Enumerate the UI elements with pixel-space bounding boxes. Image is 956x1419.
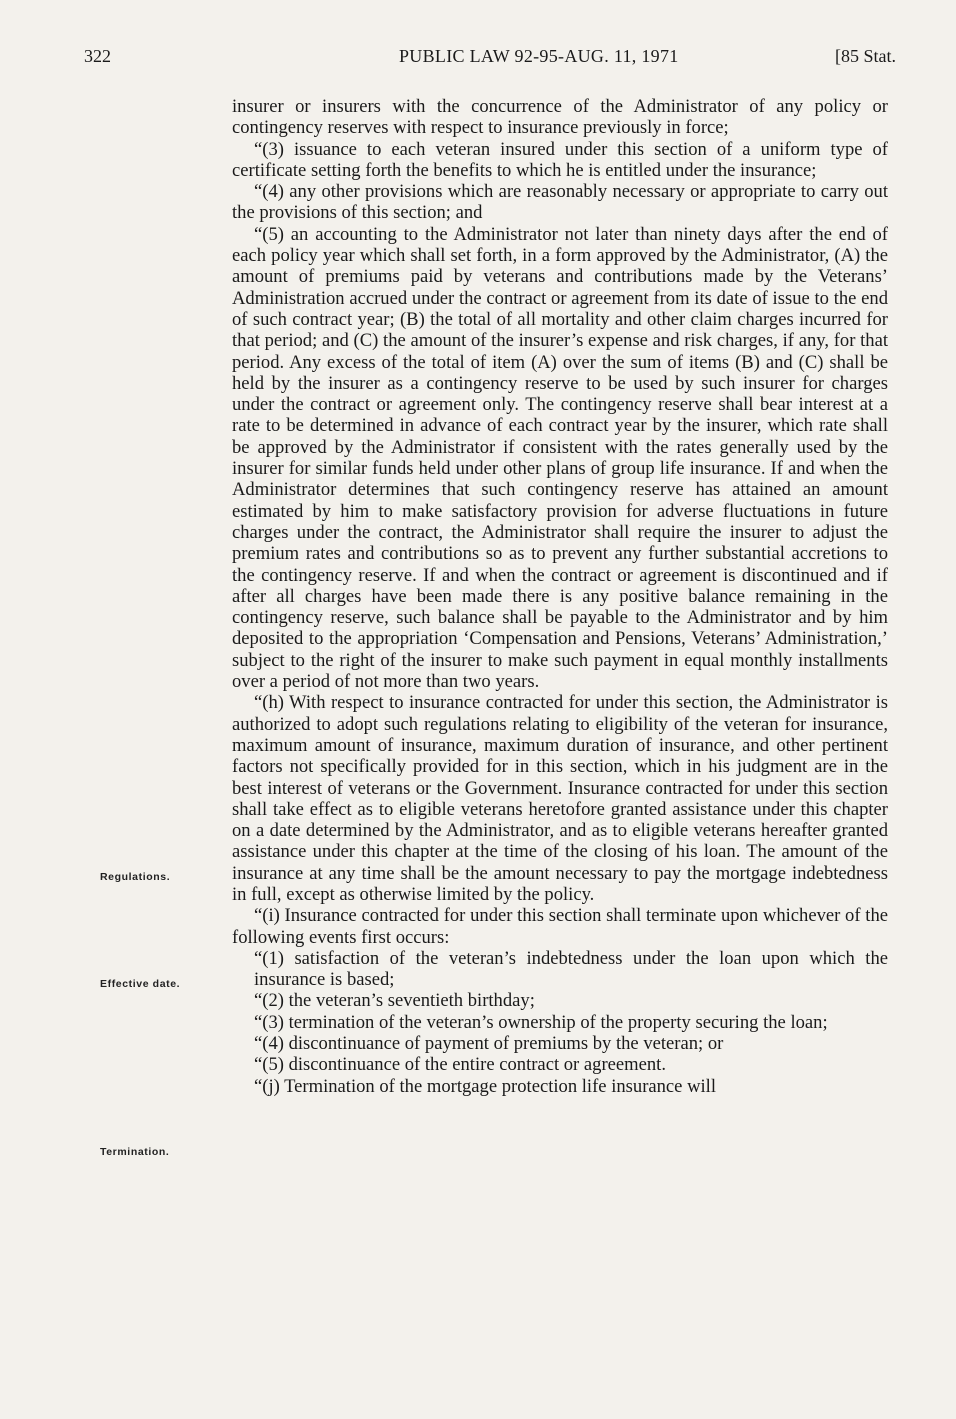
law-text-body xyxy=(232,96,888,1097)
margin-note-regulations: Regulations. xyxy=(100,871,171,883)
paragraph-subsection-j: “(j) Termination of the mortgage protection life insurance will xyxy=(254,1075,717,1097)
paragraph-i-item-2: “(2) the veteran’s seventieth birthday; xyxy=(254,990,535,1012)
paragraph-item-5: “(5) an accounting to the Administrator not later than ninety days after the end of each policy year which shall set forth, in a form approved by the Administrator, (A) the amount of premiums paid by veterans and contributions made by the Veterans’ Administration accrued under the contract or agreement from its date of issue to the end of such contract year; (B) the total of all mortality and other claim charges incurred for that period; and (C) the amount of the insurer’s expense and risk charges, if any, for that period. Any excess of the total of item (A) over the sum of items (B) and (C) shall be held by the insurer as a contingency reserve to be used by such insurer for charges under the contract or agreement only. The contingency reserve shall bear interest at a rate to be determined in advance of each contract year by the insurer, which rate shall be approved by the Administrator if consistent with the rates generally used by the insurer for similar funds held under other plans of group life insurance. If and when the Administrator determines that such contingency reserve has attained an amount estimated by him to make satisfactory provision for adverse fluctuations in future charges under the contract, the Administrator shall require the insurer to adjust the premium rates and contributions so as to prevent any further substantial accretions to the contingency reserve. If and when the contract or agreement is discontinued and if after all charges have been made there is any positive balance remaining in the contingency reserve, such balance shall be payable to the Administrator and by him deposited to the appropriation ‘Compensation and Pensions, Veterans’ Administration,’ subject to the right of the insurer to make such payment in equal monthly installments over a period of not more than two years. xyxy=(232,223,888,693)
margin-note-effective-date: Effective date. xyxy=(100,978,181,990)
statute-reference: [85 Stat. xyxy=(835,46,896,66)
running-title: PUBLIC LAW 92-95-AUG. 11, 1971 xyxy=(399,46,679,66)
paragraph-i-item-3: “(3) termination of the veteran’s ownership of the property securing the loan; xyxy=(254,1011,828,1033)
paragraph-i-item-5: “(5) discontinuance of the entire contract or agreement. xyxy=(254,1054,666,1076)
paragraph-subsection-h: “(h) With respect to insurance contracted for under this section, the Administrator is authorized to adopt such regulations relating to eligibility of the veteran for insurance, maximum amount of insurance, maximum duration of insurance, and other pertinent factors not specifically provided for in this section, which in his judgment are in the best interest of veterans or the Government. Insurance contracted for under this section shall take effect as to eligible veterans heretofore granted assistance under this chapter on a date determined by the Administrator, and as to eligible veterans hereafter granted assistance under this chapter at the time of the closing of his loan. The amount of the insurance at any time shall be the amount necessary to pay the mortgage indebtedness in full, except as otherwise limited by the policy. xyxy=(232,692,888,905)
paragraph-i-item-1: “(1) satisfaction of the veteran’s indebtedness under the loan upon which the insurance is based; xyxy=(254,947,888,991)
paragraph-i-item-4: “(4) discontinuance of payment of premiums by the veteran; or xyxy=(254,1033,724,1055)
paragraph-subsection-i: “(i) Insurance contracted for under this section shall terminate upon whichever of the following events first occurs: xyxy=(232,905,888,948)
paragraph-continuation: insurer or insurers with the concurrence of the Administrator of any policy or contingency reserves with respect to insurance previously in force; xyxy=(232,96,888,139)
page-number: 322 xyxy=(84,46,111,66)
paragraph-item-4: “(4) any other provisions which are reasonably necessary or appropriate to carry out the provisions of this section; and xyxy=(232,181,888,224)
page-header xyxy=(84,46,896,72)
margin-note-termination: Termination. xyxy=(100,1146,170,1158)
paragraph-item-3: “(3) issuance to each veteran insured under this section of a uniform type of certificate setting forth the benefits to which he is entitled under the insurance; xyxy=(232,138,888,181)
